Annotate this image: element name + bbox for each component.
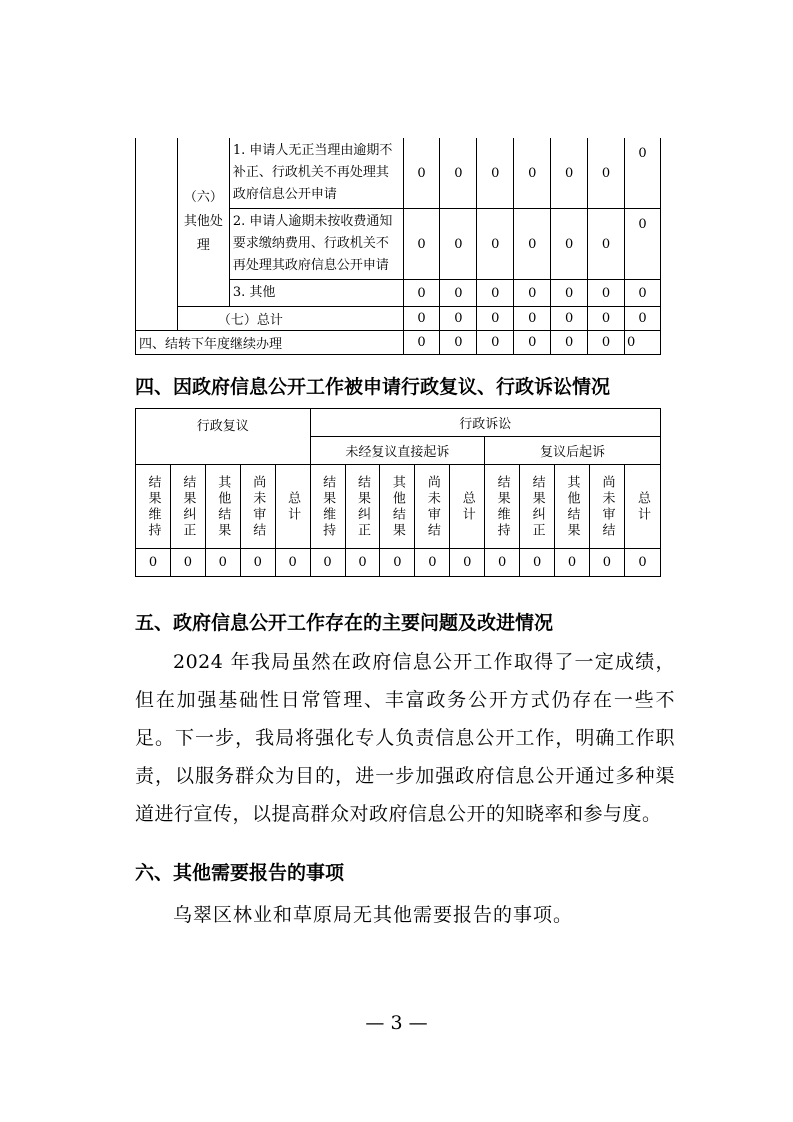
cell-value: 0 bbox=[440, 331, 477, 355]
cell-value: 0 bbox=[136, 549, 171, 577]
cell-value: 0 bbox=[403, 209, 440, 280]
cell-value: 0 bbox=[477, 209, 514, 280]
table-row bbox=[136, 549, 661, 577]
cell-value: 0 bbox=[440, 209, 477, 280]
cell-value: 0 bbox=[555, 549, 590, 577]
disposal-table bbox=[135, 138, 661, 355]
cell-value: 0 bbox=[380, 549, 415, 577]
col-header: 其他结果 bbox=[555, 465, 590, 549]
cell-value: 0 bbox=[403, 280, 440, 307]
cell-value: 0 bbox=[588, 138, 625, 209]
cell-value: 0 bbox=[625, 307, 661, 331]
cell-value: 0 bbox=[514, 331, 551, 355]
cell-value: 0 bbox=[415, 549, 450, 577]
col-header: 尚未审结 bbox=[240, 465, 275, 549]
cell-value: 0 bbox=[625, 138, 661, 209]
blank-cell bbox=[136, 138, 178, 331]
cell-value: 0 bbox=[310, 549, 345, 577]
row-label: 3. 其他 bbox=[229, 280, 403, 307]
cell-value: 0 bbox=[520, 549, 555, 577]
cell-value: 0 bbox=[588, 209, 625, 280]
cell-value: 0 bbox=[440, 280, 477, 307]
page-number: — 3 — bbox=[365, 1012, 428, 1034]
cell-value: 0 bbox=[440, 138, 477, 209]
cell-value: 0 bbox=[205, 549, 240, 577]
review-header: 行政复议 bbox=[136, 409, 311, 465]
cell-value: 0 bbox=[588, 280, 625, 307]
col-header: 结果纠正 bbox=[170, 465, 205, 549]
group-label: （六）其他处理 bbox=[177, 138, 229, 307]
col-header: 总计 bbox=[275, 465, 310, 549]
cell-value: 0 bbox=[514, 138, 551, 209]
cell-value: 0 bbox=[624, 549, 660, 577]
cell-value: 0 bbox=[477, 307, 514, 331]
cell-value: 0 bbox=[440, 307, 477, 331]
cell-value: 0 bbox=[450, 549, 485, 577]
cell-value: 0 bbox=[551, 331, 588, 355]
cell-value: 0 bbox=[403, 138, 440, 209]
col-header: 总计 bbox=[450, 465, 485, 549]
col-header: 结果维持 bbox=[136, 465, 171, 549]
cell-value: 0 bbox=[514, 307, 551, 331]
section-heading: 六、其他需要报告的事项 bbox=[135, 862, 345, 884]
cell-value: 0 bbox=[403, 331, 440, 355]
cell-value: 0 bbox=[588, 307, 625, 331]
cell-value: 0 bbox=[403, 307, 440, 331]
cell-value: 0 bbox=[485, 549, 520, 577]
cell-value: 0 bbox=[514, 209, 551, 280]
cell-value: 0 bbox=[345, 549, 380, 577]
col-header: 总计 bbox=[624, 465, 660, 549]
col-header: 结果维持 bbox=[485, 465, 520, 549]
cell-value: 0 bbox=[514, 280, 551, 307]
cell-value: 0 bbox=[477, 280, 514, 307]
col-header: 结果纠正 bbox=[345, 465, 380, 549]
table-row bbox=[136, 138, 661, 209]
cell-value: 0 bbox=[588, 331, 625, 355]
cell-value: 0 bbox=[551, 138, 588, 209]
row-label: 2. 申请人逾期未按收费通知要求缴纳费用、行政机关不再处理其政府信息公开申请 bbox=[229, 209, 403, 280]
col-header: 结果纠正 bbox=[520, 465, 555, 549]
section-body: 乌翠区林业和草原局无其他需要报告的事项。 bbox=[173, 904, 574, 926]
cell-value: 0 bbox=[477, 138, 514, 209]
col-header: 尚未审结 bbox=[589, 465, 624, 549]
litigation-header: 行政诉讼 bbox=[310, 409, 660, 437]
row-label: 四、结转下年度继续办理 bbox=[136, 331, 404, 355]
cell-value: 0 bbox=[240, 549, 275, 577]
cell-value: 0 bbox=[477, 331, 514, 355]
row-label: 1. 申请人无正当理由逾期不补正、行政机关不再处理其政府信息公开申请 bbox=[229, 138, 403, 209]
section-heading: 四、因政府信息公开工作被申请行政复议、行政诉讼情况 bbox=[135, 376, 611, 398]
table-row bbox=[136, 331, 661, 355]
cell-value: 0 bbox=[551, 307, 588, 331]
cell-value: 0 bbox=[625, 331, 661, 355]
col-header: 其他结果 bbox=[380, 465, 415, 549]
direct-suit-header: 未经复议直接起诉 bbox=[310, 437, 485, 465]
table-row bbox=[136, 307, 661, 331]
cell-value: 0 bbox=[589, 549, 624, 577]
review-litigation-table bbox=[135, 408, 661, 577]
row-label: （七）总计 bbox=[177, 307, 403, 331]
col-header: 结果维持 bbox=[310, 465, 345, 549]
after-review-header: 复议后起诉 bbox=[485, 437, 661, 465]
cell-value: 0 bbox=[275, 549, 310, 577]
table-row bbox=[136, 409, 661, 437]
section-body: 2024 年我局虽然在政府信息公开工作取得了一定成绩，但在加强基础性日常管理、丰富政务公开方式仍存在一些不足。下一步，我局将强化专人负责信息公开工作，明确工作职责，以服务群众为目的，进一步加强政府信息公开通过多种渠道进行宣传，以提高群众对政府信息公开的知晓率和参与度。 bbox=[135, 651, 675, 825]
cell-value: 0 bbox=[625, 280, 661, 307]
cell-value: 0 bbox=[551, 280, 588, 307]
cell-value: 0 bbox=[625, 209, 661, 280]
cell-value: 0 bbox=[170, 549, 205, 577]
cell-value: 0 bbox=[551, 209, 588, 280]
section-heading: 五、政府信息公开工作存在的主要问题及改进情况 bbox=[135, 612, 554, 634]
col-header: 其他结果 bbox=[205, 465, 240, 549]
col-header: 尚未审结 bbox=[415, 465, 450, 549]
table-row bbox=[136, 465, 661, 549]
